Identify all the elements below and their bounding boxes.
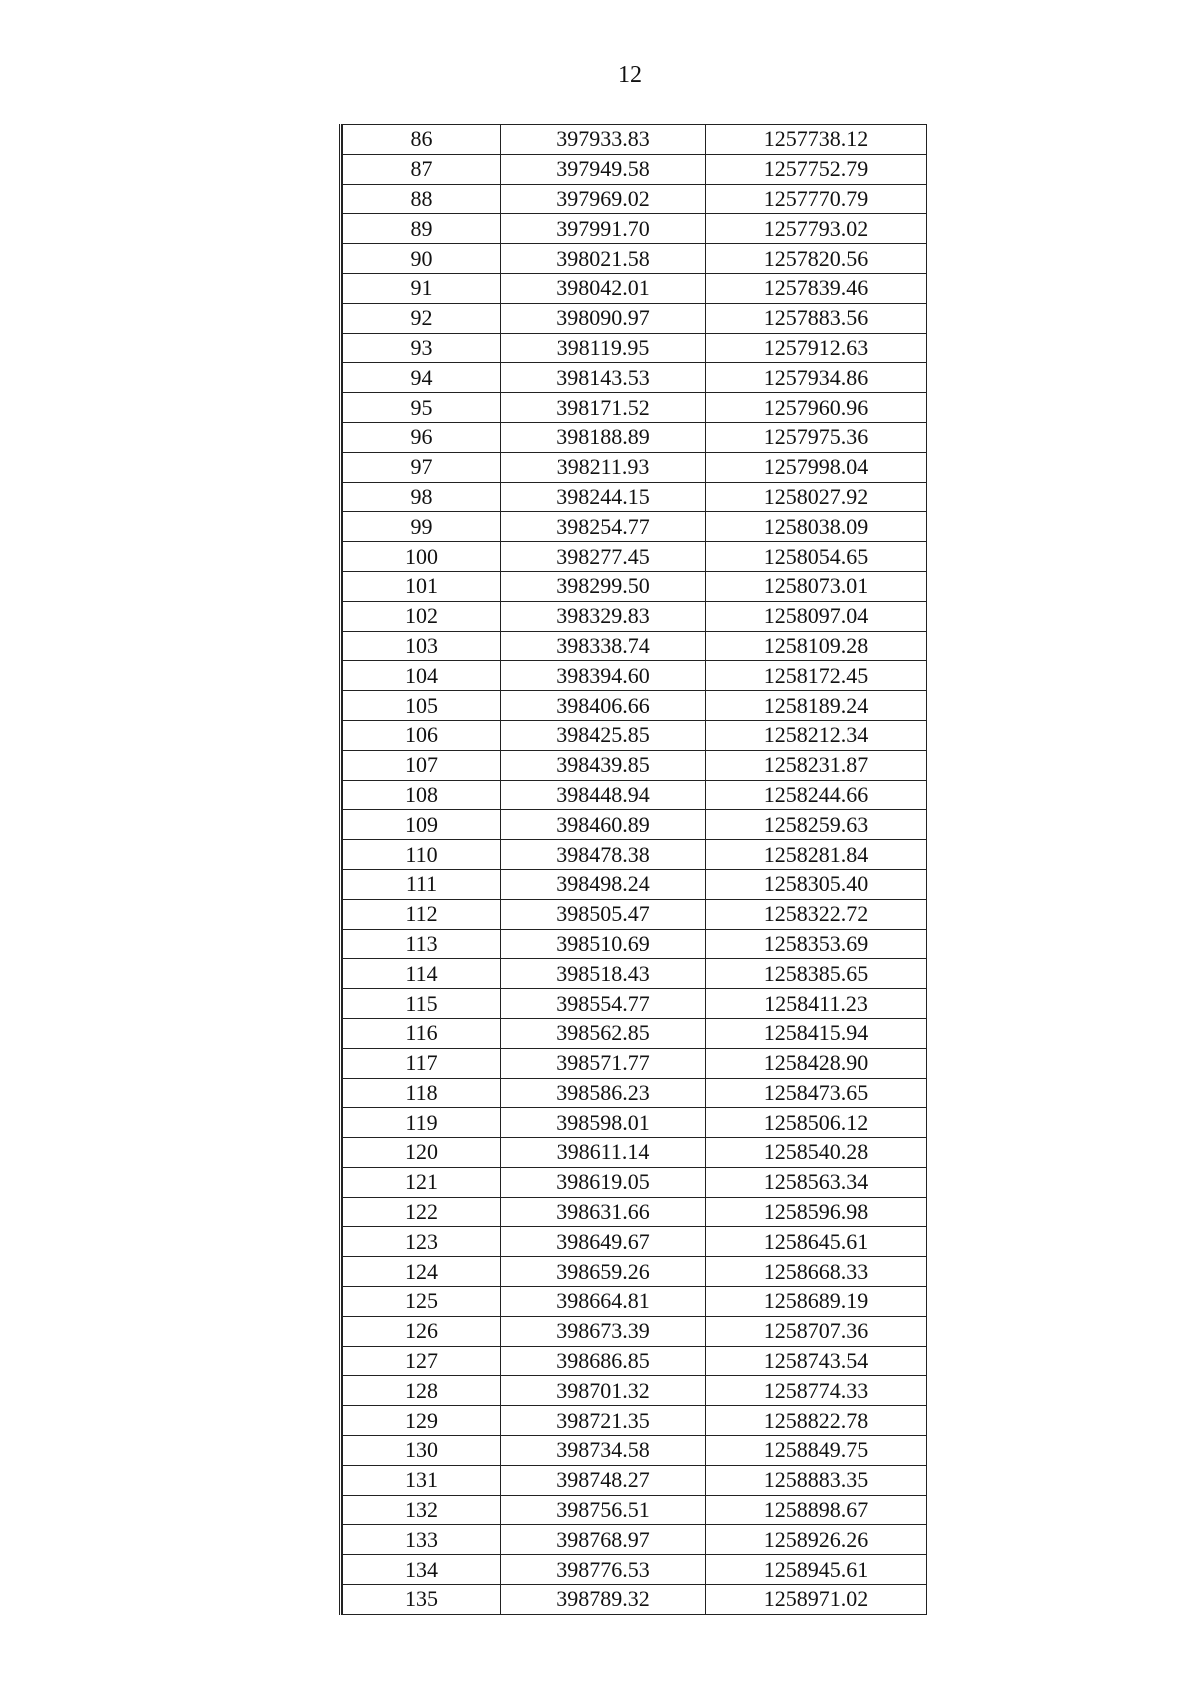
x-coordinate-cell: 398498.24: [501, 869, 706, 899]
table-row: [343, 244, 927, 274]
table-row: [343, 214, 927, 244]
x-coordinate-cell: 398478.38: [501, 840, 706, 870]
table-row: [343, 1257, 927, 1287]
point-number-cell: 109: [343, 810, 501, 840]
x-coordinate-cell: 397949.58: [501, 154, 706, 184]
table-row: [343, 601, 927, 631]
point-number-cell: 114: [343, 959, 501, 989]
y-coordinate-cell: 1257793.02: [706, 214, 927, 244]
y-coordinate-cell: 1258259.63: [706, 810, 927, 840]
point-number-cell: 86: [343, 125, 501, 155]
y-coordinate-cell: 1258971.02: [706, 1585, 927, 1615]
y-coordinate-cell: 1258027.92: [706, 482, 927, 512]
coordinate-table-body: [343, 125, 927, 1615]
x-coordinate-cell: 398119.95: [501, 333, 706, 363]
point-number-cell: 91: [343, 273, 501, 303]
x-coordinate-cell: 398789.32: [501, 1585, 706, 1615]
y-coordinate-cell: 1258322.72: [706, 899, 927, 929]
x-coordinate-cell: 398338.74: [501, 631, 706, 661]
table-row: [343, 452, 927, 482]
point-number-cell: 108: [343, 780, 501, 810]
point-number-cell: 99: [343, 512, 501, 542]
point-number-cell: 103: [343, 631, 501, 661]
x-coordinate-cell: 398244.15: [501, 482, 706, 512]
x-coordinate-cell: 398406.66: [501, 691, 706, 721]
x-coordinate-cell: 398143.53: [501, 363, 706, 393]
table-row: [343, 1465, 927, 1495]
table-row: [343, 1018, 927, 1048]
x-coordinate-cell: 398686.85: [501, 1346, 706, 1376]
x-coordinate-cell: 398211.93: [501, 452, 706, 482]
x-coordinate-cell: 398611.14: [501, 1138, 706, 1168]
x-coordinate-cell: 398768.97: [501, 1525, 706, 1555]
point-number-cell: 92: [343, 303, 501, 333]
point-number-cell: 101: [343, 571, 501, 601]
table-row: [343, 1227, 927, 1257]
y-coordinate-cell: 1257975.36: [706, 422, 927, 452]
y-coordinate-cell: 1258563.34: [706, 1167, 927, 1197]
table-row: [343, 869, 927, 899]
x-coordinate-cell: 398439.85: [501, 750, 706, 780]
table-row: [343, 661, 927, 691]
table-row: [343, 691, 927, 721]
y-coordinate-cell: 1258353.69: [706, 929, 927, 959]
y-coordinate-cell: 1258097.04: [706, 601, 927, 631]
x-coordinate-cell: 398571.77: [501, 1048, 706, 1078]
point-number-cell: 116: [343, 1018, 501, 1048]
x-coordinate-cell: 398756.51: [501, 1495, 706, 1525]
point-number-cell: 117: [343, 1048, 501, 1078]
point-number-cell: 111: [343, 869, 501, 899]
table-row: [343, 720, 927, 750]
x-coordinate-cell: 398598.01: [501, 1108, 706, 1138]
x-coordinate-cell: 397969.02: [501, 184, 706, 214]
table-row: [343, 571, 927, 601]
x-coordinate-cell: 398673.39: [501, 1316, 706, 1346]
y-coordinate-cell: 1258645.61: [706, 1227, 927, 1257]
table-row: [343, 929, 927, 959]
x-coordinate-cell: 398329.83: [501, 601, 706, 631]
table-row: [343, 1585, 927, 1615]
point-number-cell: 94: [343, 363, 501, 393]
coordinate-table-container: [339, 124, 926, 1615]
y-coordinate-cell: 1258596.98: [706, 1197, 927, 1227]
y-coordinate-cell: 1258189.24: [706, 691, 927, 721]
table-row: [343, 184, 927, 214]
y-coordinate-cell: 1258212.34: [706, 720, 927, 750]
point-number-cell: 106: [343, 720, 501, 750]
x-coordinate-cell: 398425.85: [501, 720, 706, 750]
y-coordinate-cell: 1258244.66: [706, 780, 927, 810]
table-row: [343, 393, 927, 423]
point-number-cell: 119: [343, 1108, 501, 1138]
x-coordinate-cell: 398254.77: [501, 512, 706, 542]
y-coordinate-cell: 1258849.75: [706, 1436, 927, 1466]
table-row: [343, 1048, 927, 1078]
table-row: [343, 959, 927, 989]
table-row: [343, 333, 927, 363]
y-coordinate-cell: 1258926.26: [706, 1525, 927, 1555]
table-row: [343, 1167, 927, 1197]
point-number-cell: 112: [343, 899, 501, 929]
table-row: [343, 125, 927, 155]
table-row: [343, 840, 927, 870]
point-number-cell: 88: [343, 184, 501, 214]
y-coordinate-cell: 1257752.79: [706, 154, 927, 184]
point-number-cell: 128: [343, 1376, 501, 1406]
y-coordinate-cell: 1257820.56: [706, 244, 927, 274]
y-coordinate-cell: 1258038.09: [706, 512, 927, 542]
table-row: [343, 780, 927, 810]
x-coordinate-cell: 398518.43: [501, 959, 706, 989]
x-coordinate-cell: 398586.23: [501, 1078, 706, 1108]
y-coordinate-cell: 1258172.45: [706, 661, 927, 691]
x-coordinate-cell: 398171.52: [501, 393, 706, 423]
x-coordinate-cell: 398649.67: [501, 1227, 706, 1257]
table-row: [343, 422, 927, 452]
point-number-cell: 121: [343, 1167, 501, 1197]
y-coordinate-cell: 1258109.28: [706, 631, 927, 661]
point-number-cell: 102: [343, 601, 501, 631]
x-coordinate-cell: 398460.89: [501, 810, 706, 840]
x-coordinate-cell: 398734.58: [501, 1436, 706, 1466]
table-row: [343, 899, 927, 929]
y-coordinate-cell: 1257998.04: [706, 452, 927, 482]
y-coordinate-cell: 1257934.86: [706, 363, 927, 393]
table-row: [343, 1406, 927, 1436]
x-coordinate-cell: 397933.83: [501, 125, 706, 155]
point-number-cell: 133: [343, 1525, 501, 1555]
x-coordinate-cell: 398659.26: [501, 1257, 706, 1287]
table-row: [343, 631, 927, 661]
table-row: [343, 1555, 927, 1585]
y-coordinate-cell: 1258428.90: [706, 1048, 927, 1078]
point-number-cell: 120: [343, 1138, 501, 1168]
y-coordinate-cell: 1258305.40: [706, 869, 927, 899]
point-number-cell: 100: [343, 542, 501, 572]
point-number-cell: 97: [343, 452, 501, 482]
table-row: [343, 154, 927, 184]
point-number-cell: 118: [343, 1078, 501, 1108]
y-coordinate-cell: 1258743.54: [706, 1346, 927, 1376]
x-coordinate-cell: 398021.58: [501, 244, 706, 274]
point-number-cell: 105: [343, 691, 501, 721]
table-row: [343, 1376, 927, 1406]
x-coordinate-cell: 398664.81: [501, 1287, 706, 1317]
table-row: [343, 512, 927, 542]
x-coordinate-cell: 398505.47: [501, 899, 706, 929]
table-row: [343, 363, 927, 393]
table-row: [343, 1346, 927, 1376]
y-coordinate-cell: 1257960.96: [706, 393, 927, 423]
point-number-cell: 130: [343, 1436, 501, 1466]
point-number-cell: 129: [343, 1406, 501, 1436]
table-row: [343, 1436, 927, 1466]
point-number-cell: 115: [343, 989, 501, 1019]
x-coordinate-cell: 398188.89: [501, 422, 706, 452]
point-number-cell: 124: [343, 1257, 501, 1287]
point-number-cell: 98: [343, 482, 501, 512]
point-number-cell: 96: [343, 422, 501, 452]
table-row: [343, 1316, 927, 1346]
x-coordinate-cell: 398554.77: [501, 989, 706, 1019]
point-number-cell: 107: [343, 750, 501, 780]
table-row: [343, 542, 927, 572]
table-row: [343, 1138, 927, 1168]
y-coordinate-cell: 1258883.35: [706, 1465, 927, 1495]
x-coordinate-cell: 398701.32: [501, 1376, 706, 1406]
table-row: [343, 1078, 927, 1108]
table-row: [343, 1525, 927, 1555]
x-coordinate-cell: 398299.50: [501, 571, 706, 601]
y-coordinate-cell: 1257770.79: [706, 184, 927, 214]
point-number-cell: 93: [343, 333, 501, 363]
x-coordinate-cell: 398042.01: [501, 273, 706, 303]
point-number-cell: 134: [343, 1555, 501, 1585]
point-number-cell: 89: [343, 214, 501, 244]
table-row: [343, 1287, 927, 1317]
page-number: 12: [618, 62, 642, 88]
point-number-cell: 113: [343, 929, 501, 959]
point-number-cell: 110: [343, 840, 501, 870]
table-row: [343, 1108, 927, 1138]
x-coordinate-cell: 398748.27: [501, 1465, 706, 1495]
y-coordinate-cell: 1258473.65: [706, 1078, 927, 1108]
point-number-cell: 132: [343, 1495, 501, 1525]
point-number-cell: 90: [343, 244, 501, 274]
y-coordinate-cell: 1258689.19: [706, 1287, 927, 1317]
coordinate-table: [342, 124, 927, 1615]
y-coordinate-cell: 1258054.65: [706, 542, 927, 572]
point-number-cell: 135: [343, 1585, 501, 1615]
table-row: [343, 989, 927, 1019]
y-coordinate-cell: 1258506.12: [706, 1108, 927, 1138]
point-number-cell: 122: [343, 1197, 501, 1227]
point-number-cell: 127: [343, 1346, 501, 1376]
x-coordinate-cell: 398090.97: [501, 303, 706, 333]
table-row: [343, 482, 927, 512]
y-coordinate-cell: 1257912.63: [706, 333, 927, 363]
x-coordinate-cell: 398448.94: [501, 780, 706, 810]
y-coordinate-cell: 1258707.36: [706, 1316, 927, 1346]
y-coordinate-cell: 1258822.78: [706, 1406, 927, 1436]
y-coordinate-cell: 1258668.33: [706, 1257, 927, 1287]
table-row: [343, 303, 927, 333]
y-coordinate-cell: 1257883.56: [706, 303, 927, 333]
y-coordinate-cell: 1258411.23: [706, 989, 927, 1019]
point-number-cell: 95: [343, 393, 501, 423]
point-number-cell: 104: [343, 661, 501, 691]
y-coordinate-cell: 1258415.94: [706, 1018, 927, 1048]
table-row: [343, 273, 927, 303]
table-row: [343, 1495, 927, 1525]
y-coordinate-cell: 1257738.12: [706, 125, 927, 155]
table-row: [343, 1197, 927, 1227]
point-number-cell: 87: [343, 154, 501, 184]
y-coordinate-cell: 1258073.01: [706, 571, 927, 601]
x-coordinate-cell: 398631.66: [501, 1197, 706, 1227]
y-coordinate-cell: 1258898.67: [706, 1495, 927, 1525]
x-coordinate-cell: 398510.69: [501, 929, 706, 959]
y-coordinate-cell: 1257839.46: [706, 273, 927, 303]
x-coordinate-cell: 398394.60: [501, 661, 706, 691]
point-number-cell: 126: [343, 1316, 501, 1346]
table-row: [343, 810, 927, 840]
x-coordinate-cell: 397991.70: [501, 214, 706, 244]
point-number-cell: 125: [343, 1287, 501, 1317]
x-coordinate-cell: 398776.53: [501, 1555, 706, 1585]
y-coordinate-cell: 1258945.61: [706, 1555, 927, 1585]
point-number-cell: 131: [343, 1465, 501, 1495]
x-coordinate-cell: 398277.45: [501, 542, 706, 572]
point-number-cell: 123: [343, 1227, 501, 1257]
x-coordinate-cell: 398619.05: [501, 1167, 706, 1197]
x-coordinate-cell: 398562.85: [501, 1018, 706, 1048]
y-coordinate-cell: 1258774.33: [706, 1376, 927, 1406]
table-row: [343, 750, 927, 780]
y-coordinate-cell: 1258281.84: [706, 840, 927, 870]
y-coordinate-cell: 1258540.28: [706, 1138, 927, 1168]
y-coordinate-cell: 1258231.87: [706, 750, 927, 780]
y-coordinate-cell: 1258385.65: [706, 959, 927, 989]
x-coordinate-cell: 398721.35: [501, 1406, 706, 1436]
